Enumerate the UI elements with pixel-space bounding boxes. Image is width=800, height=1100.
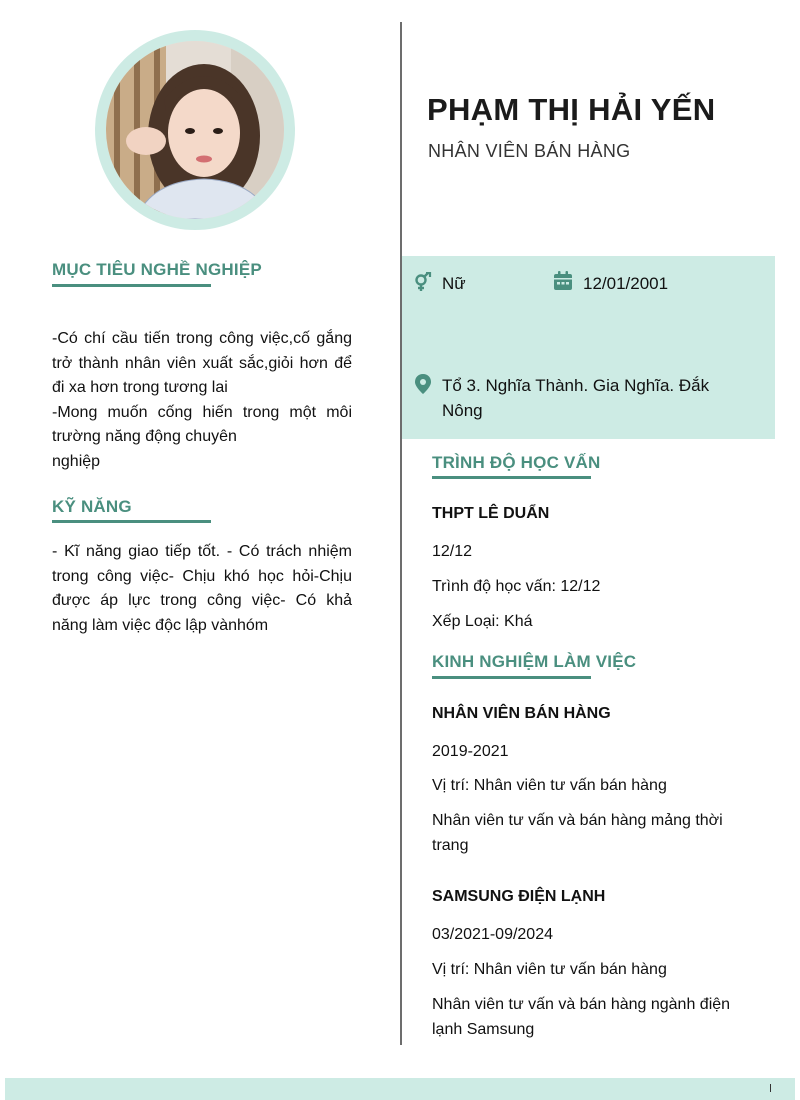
job-1-period: 2019-2021 <box>432 743 509 760</box>
calendar-icon <box>553 271 573 291</box>
education-grade: Xếp Loại: Khá <box>432 613 533 630</box>
gender-icon <box>413 272 433 292</box>
footer-bar <box>5 1078 795 1100</box>
location-pin-icon <box>413 373 433 393</box>
footer-marker <box>770 1084 771 1092</box>
avatar <box>106 41 284 219</box>
candidate-name: PHẠM THỊ HẢI YẾN <box>427 92 716 127</box>
job-1-description: Nhân viên tư vấn và bán hàng mảng thời trang <box>432 812 723 854</box>
education-heading: TRÌNH ĐỘ HỌC VẤN <box>432 453 601 472</box>
birthdate-value: 12/01/2001 <box>583 274 669 293</box>
objective-text: -Có chí cầu tiến trong công việc,cố gắng trở thành nhân viên xuất sắc,giỏi hơn để đi xa hơn trong tương lai -Mong muốn cống hiến trong một môi trường năng động chuyên nghiệp <box>52 330 352 470</box>
education-period: 12/12 <box>432 543 473 560</box>
job-1-position: Vị trí: Nhân viên tư vấn bán hàng <box>432 777 667 794</box>
address-value: Tổ 3. Nghĩa Thành. Gia Nghĩa. Đắk Nông <box>442 376 710 420</box>
skills-heading: KỸ NĂNG <box>52 497 132 516</box>
job-2-description: Nhân viên tư vấn và bán hàng ngành điện lạnh Samsung <box>432 996 731 1038</box>
job-2-title: SAMSUNG ĐIỆN LẠNH <box>432 888 606 905</box>
education-underline <box>432 476 591 479</box>
job-2-period: 03/2021-09/2024 <box>432 926 553 943</box>
objective-heading: MỤC TIÊU NGHỀ NGHIỆP <box>52 260 262 279</box>
gender-value: Nữ <box>442 274 466 293</box>
objective-underline <box>52 284 211 287</box>
skills-text: - Kĩ năng giao tiếp tốt. - Có trách nhiệm trong công việc- Chịu khó học hỏi-Chịu được áp lực trong công việc- Có khả năng làm việc độc lập vànhóm <box>52 543 352 634</box>
column-divider <box>400 22 402 1045</box>
job-1-title: NHÂN VIÊN BÁN HÀNG <box>432 705 611 722</box>
skills-underline <box>52 520 211 523</box>
job-2-position: Vị trí: Nhân viên tư vấn bán hàng <box>432 961 667 978</box>
education-level: Trình độ học vấn: 12/12 <box>432 578 601 595</box>
education-school: THPT LÊ DUẨN <box>432 505 550 522</box>
experience-heading: KINH NGHIỆM LÀM VIỆC <box>432 652 637 671</box>
candidate-job-title: NHÂN VIÊN BÁN HÀNG <box>428 141 631 161</box>
experience-underline <box>432 676 591 679</box>
